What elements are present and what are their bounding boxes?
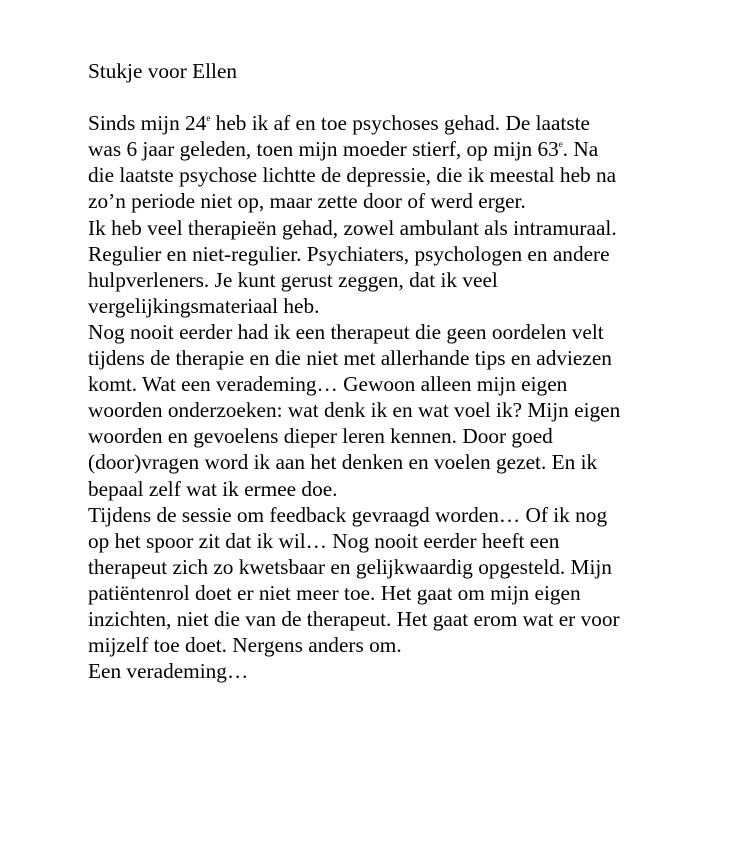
ordinal-suffix: e — [206, 113, 211, 124]
text-line: Tijdens de sessie om feedback gevraagd worden… Of ik nog — [88, 502, 608, 527]
text-line: therapeut zich zo kwetsbaar en gelijkwaardig opgesteld. Mijn — [88, 554, 612, 579]
paragraph-intro — [88, 110, 728, 214]
text-line: Ik heb veel therapieën gehad, zowel ambulant als intramuraal. — [88, 215, 617, 240]
text-fragment: was 6 jaar geleden, toen mijn moeder stierf, op mijn 63 — [88, 137, 559, 162]
text-line: mijzelf toe doet. Nergens anders om. — [88, 633, 402, 658]
text-line: inzichten, niet die van de therapeut. Het gaat erom wat er voor — [88, 606, 620, 631]
closing-line: Een verademing… — [88, 659, 249, 684]
text-line: zo’n periode niet op, maar zette door of werd erger. — [88, 189, 526, 214]
paragraph-therapist — [88, 319, 728, 502]
text-line: patiëntenrol doet er niet meer toe. Het gaat om mijn eigen — [88, 580, 581, 605]
text-line — [88, 110, 728, 136]
text-line — [88, 136, 728, 162]
text-line: Regulier en niet-regulier. Psychiaters, psychologen en andere — [88, 241, 610, 266]
text-fragment: . Na — [562, 137, 599, 162]
text-fragment: heb ik af en toe psychoses gehad. De laatste — [210, 111, 591, 136]
paragraph-feedback — [88, 502, 728, 659]
text-line: die laatste psychose lichtte de depressie, die ik meestal heb na — [88, 163, 617, 188]
text-fragment: Sinds mijn 24 — [88, 111, 207, 136]
text-line: hulpverleners. Je kunt gerust zeggen, dat ik veel — [88, 267, 498, 292]
text-line: komt. Wat een verademing… Gewoon alleen mijn eigen — [88, 372, 568, 397]
text-line: (door)vragen word ik aan het denken en voelen gezet. En ik — [88, 450, 598, 475]
text-line: woorden onderzoeken: wat denk ik en wat voel ik? Mijn eigen — [88, 398, 621, 423]
text-line: woorden en gevoelens dieper leren kennen. Door goed — [88, 424, 553, 449]
ordinal-suffix: e — [558, 139, 563, 150]
paragraph-therapies — [88, 215, 728, 319]
text-line: tijdens de therapie en die niet met allerhande tips en adviezen — [88, 346, 612, 371]
document-title: Stukje voor Ellen — [88, 59, 238, 83]
document-page — [88, 58, 728, 684]
text-line: vergelijkingsmateriaal heb. — [88, 293, 320, 318]
text-line: bepaal zelf wat ik ermee doe. — [88, 476, 338, 501]
text-line: op het spoor zit dat ik wil… Nog nooit eerder heeft een — [88, 528, 560, 553]
text-line: Nog nooit eerder had ik een therapeut die geen oordelen velt — [88, 319, 604, 344]
